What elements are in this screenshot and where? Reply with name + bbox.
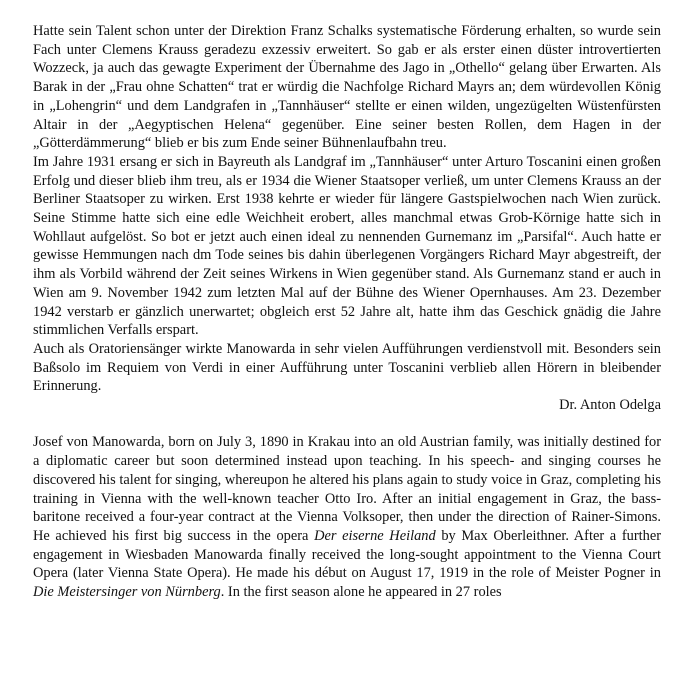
german-paragraph-1: Hatte sein Talent schon unter der Direktion Franz Schalks systematische Förderung erhalten, so wurde sein Fach unter Clemens Krauss geradezu exzessiv erweitert. So gab er als erster einen düster introvertierten Wozzeck, ja auch das gewagte Experiment der Übernahme des Jago in „Othello“ gelang über Erwarten. Als Barak in der „Frau ohne Schatten“ trat er würdig die Nachfolge Richard Mayrs an; dem würdevollen König in „Lohengrin“ und dem Landgrafen in „Tannhäuser“ stellte er einen wilden, ungezügelten Wüstenfürsten Altair in der „Aegyptischen Helena“ gegenüber. Eine seiner besten Rollen, dem Hagen in der „Götterdämmerung“ blieb er bis zum Ende seiner Bühnenlaufbahn treu.: [33, 23, 661, 152]
english-text-part-1: Josef von Manowarda, born on July 3, 1890 in Krakau into an old Austrian family, was initially destined for a diplomatic career but soon determined instead upon teaching. In his speech- and singing courses he discovered his talent for singing, whereupon he altered his plans again to study voice in Graz, completing his training in Vienna with the well-known teacher Otto Iro. After an initial engagement in Graz, the bass-baritone received a four-year contract at the Vienna Volksoper, then under the direction of Rainer-Simons. He achieved his first big success in the opera: [33, 434, 661, 544]
german-paragraph-3: Auch als Oratoriensänger wirkte Manowarda in sehr vielen Aufführungen verdienstvoll mit. Besonders sein Baßsolo im Requiem von Verdi in einer Aufführung unter Toscanini verblieb allen Hörern in bleibender Erinnerung.: [33, 340, 661, 395]
opera-title-eiserne-heiland: Der eiserne Heiland: [314, 527, 436, 544]
author-signature: Dr. Anton Odelga: [559, 397, 661, 414]
german-paragraph-2: Im Jahre 1931 ersang er sich in Bayreuth als Landgraf im „Tannhäuser“ unter Arturo Toscanini einen großen Erfolg und dieser blieb ihm treu, als er 1934 die Wiener Staatsoper verließ, um unter Clemens Krauss an der Berliner Staatsoper zu wirken. Erst 1938 kehrte er wieder für längere Gastspielwochen nach Wien zurück. Seine Stimme hatte sich eine edle Weichheit erobert, alles manchmal etwas Grob-Körnige hatte sich in Wohllaut aufgelöst. So bot er jetzt auch einen ideal zu nennenden Gurnemanz im „Parsifal“. Auch hatte er gewisse Hemmungen nach dm Tode seines bis dahin überlegenen Vorgängers Richard Mayr abgestreift, der ihm als Vorbild während der Zeit seines Wirkens in Wien gegenüber stand. Als Gurnemanz stand er auch in Wien am 9. November 1942 zum letzten Mal auf der Bühne des Wiener Opernhauses. Am 23. Dezember 1942 verstarb er gänzlich unerwartet; obgleich erst 52 Jahre alt, hatte ihm das Geschick gnädig die Jahre stimmlichen Verfalls erspart.: [33, 153, 661, 339]
english-text-part-3: . In the first season alone he appeared in 27 roles: [220, 584, 502, 601]
document-page: [33, 22, 661, 602]
opera-title-meistersinger: Die Meistersinger von Nürnberg: [33, 584, 221, 601]
section-gap: [33, 415, 661, 434]
english-paragraph-1: [33, 433, 661, 601]
english-text-part-2: by Max Oberleithner. After a further engagement in Wiesbaden Manowarda finally received the long-sought appointment to the Vienna Court Opera (later Vienna State Opera). He made his début on August 17, 1919 in the role of Meister Pogner in: [33, 527, 661, 582]
